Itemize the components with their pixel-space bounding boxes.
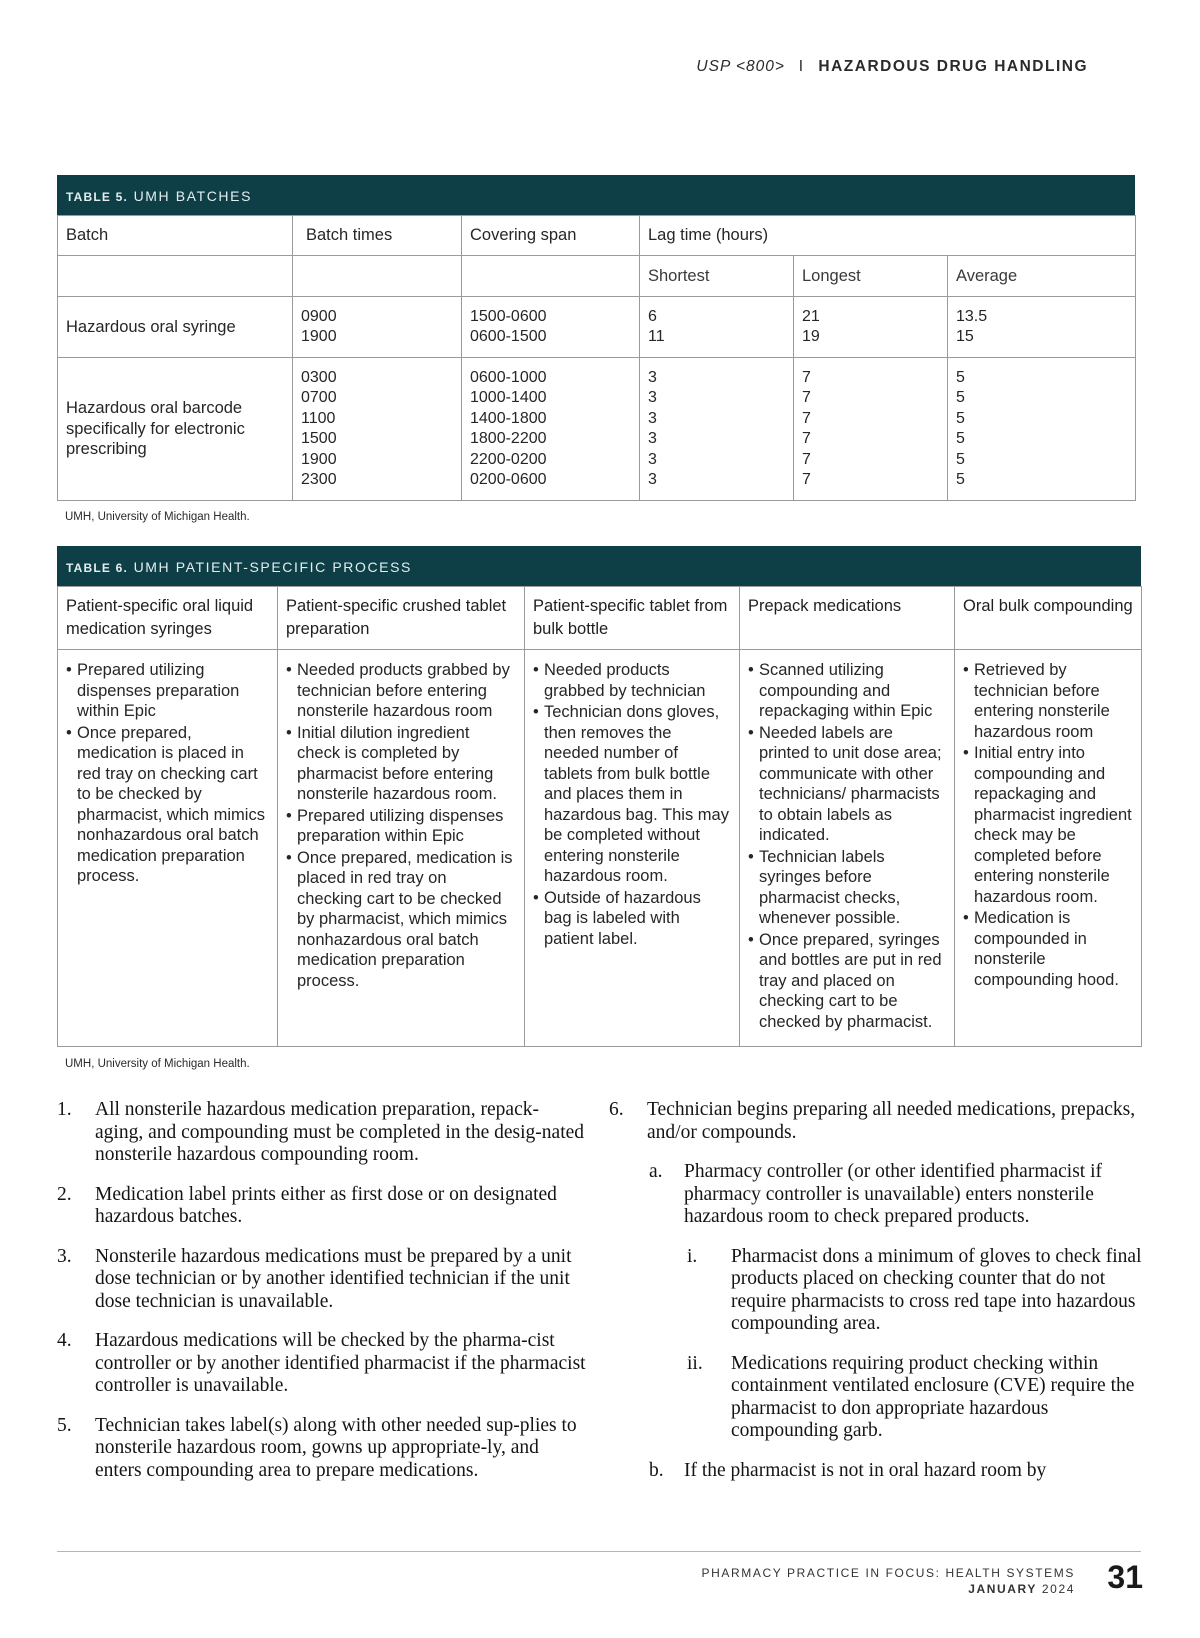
shortest-value: 11 (648, 328, 665, 345)
table-5-col-covering-span: Covering span (462, 216, 640, 256)
longest-value: 7 (802, 450, 811, 468)
shortest-value: 3 (648, 430, 657, 447)
table-6-title: UMH PATIENT-SPECIFIC PROCESS (133, 559, 412, 575)
batch-time: 1900 (301, 450, 337, 468)
item-text: Medication label prints either as first dose or on designated hazardous batches. (95, 1183, 557, 1227)
footer-year: 2024 (1041, 1582, 1075, 1596)
item-text: Pharmacist dons a minimum of gloves to check final products placed on checking counter that do not require pharmacists to cross red tape into hazardous compounding area. (731, 1245, 1142, 1334)
body-column-left (57, 1099, 587, 1499)
item-marker: a. (649, 1161, 663, 1182)
body-column-right (609, 1099, 1144, 1499)
list-item: • Outside of hazardous bag is labeled with patient label. (533, 888, 731, 950)
average-value: 5 (956, 409, 965, 427)
table-6-col-oral-bulk: Oral bulk compounding (955, 587, 1142, 650)
table-6-cell-prepack (740, 650, 955, 1047)
table-5-shortest (640, 297, 794, 358)
batch-time: 1500 (301, 430, 337, 447)
table-6 (57, 546, 1141, 1047)
table-5-covering-span (462, 358, 640, 501)
list-item: • Needed products grabbed by technician before entering nonsterile hazardous room (286, 660, 516, 722)
shortest-value: 3 (648, 471, 657, 488)
list-item: • Technician dons gloves, then removes the needed number of tablets from bulk bottle and places them in hazardous bag. This may be completed without entering nonsterile hazardous room. (533, 702, 731, 887)
table-5-subheader-row (58, 256, 1136, 297)
batch-time: 2300 (301, 471, 337, 488)
table-5-col-batch: Batch (58, 216, 293, 256)
table-5-subcol-longest: Longest (794, 256, 948, 297)
table-6-label: TABLE 6. (66, 561, 129, 575)
list-item: • Initial entry into compounding and repackaging and pharmacist ingredient check may be completed before entering nonsterile hazardous room. (963, 743, 1133, 907)
numbered-item (609, 1099, 1144, 1144)
table-5-batch-times (293, 297, 462, 358)
table-row (58, 358, 1136, 501)
table-row (58, 650, 1142, 1047)
footer-publication: PHARMACY PRACTICE IN FOCUS: HEALTH SYSTEMS (701, 1566, 1075, 1580)
list-item: • Once prepared, syringes and bottles are put in red tray and placed on checking cart to be checked by pharmacist. (748, 930, 946, 1033)
table-5-batch-name: Hazardous oral barcode specifically for electronic prescribing (58, 358, 293, 501)
table-5-shortest (640, 358, 794, 501)
item-marker: 4. (57, 1330, 72, 1351)
item-marker: 2. (57, 1183, 72, 1205)
table-5-subheader-empty (58, 256, 293, 297)
table-5-grid (57, 215, 1136, 501)
table-row (58, 297, 1136, 358)
list-item: • Medication is compounded in nonsterile compounding hood. (963, 908, 1133, 990)
item-marker: 3. (57, 1245, 72, 1267)
footer-month: JANUARY (968, 1582, 1037, 1596)
table-5-longest (794, 297, 948, 358)
covering-span: 1800-2200 (470, 430, 547, 447)
list-item: • Scanned utilizing compounding and repackaging within Epic (748, 660, 946, 722)
batch-time: 0700 (301, 389, 337, 406)
numbered-item (57, 1246, 587, 1314)
list-item: • Technician labels syringes before pharmacist checks, whenever possible. (748, 847, 946, 929)
table-5-subcol-average: Average (948, 256, 1136, 297)
table-5-subheader-empty (462, 256, 640, 297)
list-item: • Retrieved by technician before entering nonsterile hazardous room (963, 660, 1133, 742)
covering-span: 0200-0600 (470, 471, 547, 488)
item-text: Pharmacy controller (or other identified pharmacist if pharmacy controller is unavailable) enters nonsterile hazardous room to check prepared products. (684, 1161, 1103, 1227)
table-5-longest (794, 358, 948, 501)
table-5-col-batch-times: Batch times (293, 216, 462, 256)
batch-time: 0300 (301, 368, 337, 386)
item-marker: b. (649, 1459, 664, 1481)
running-head-usp: USP <800> (696, 58, 785, 75)
table-6-cell-crushed-tablet (278, 650, 525, 1047)
lettered-item (609, 1161, 1144, 1229)
longest-value: 7 (802, 368, 811, 386)
table-6-col-tablet-bulk: Patient-specific tablet from bulk bottle (525, 587, 740, 650)
footer (702, 1565, 1075, 1597)
table-5-title-bar (57, 175, 1135, 215)
running-head (696, 58, 1088, 76)
list-item: • Prepared utilizing dispenses preparation within Epic (66, 660, 269, 722)
item-text: If the pharmacist is not in oral hazard room by (684, 1459, 1047, 1481)
table-5-col-lag-time: Lag time (hours) (640, 216, 1136, 256)
covering-span: 0600-1000 (470, 368, 547, 386)
table-6-col-prepack: Prepack medications (740, 587, 955, 650)
list-item: • Once prepared, medication is placed in red tray on checking cart to be checked by pharmacist, which mimics nonhazardous oral batch medication preparation process. (66, 723, 269, 887)
table-5-title: UMH BATCHES (133, 188, 253, 204)
numbered-item (57, 1099, 587, 1167)
covering-span: 1500-0600 (470, 307, 547, 325)
shortest-value: 6 (648, 307, 657, 325)
covering-span: 2200-0200 (470, 450, 547, 468)
table-5-subcol-shortest: Shortest (640, 256, 794, 297)
average-value: 15 (956, 328, 974, 345)
shortest-value: 3 (648, 389, 657, 406)
list-item: • Needed products grabbed by technician (533, 660, 731, 701)
covering-span: 1400-1800 (470, 409, 547, 427)
list-item: • Needed labels are printed to unit dose area; communicate with other technicians/ pharmacists to obtain labels as indicated. (748, 723, 946, 846)
table-5-average (948, 358, 1136, 501)
shortest-value: 3 (648, 368, 657, 386)
table-5-label: TABLE 5. (66, 190, 129, 204)
table-6-cell-oral-bulk (955, 650, 1142, 1047)
list-item: • Once prepared, medication is placed in red tray on checking cart to be checked by pharmacist, which mimics nonhazardous oral batch medication preparation process. (286, 848, 516, 992)
batch-time: 1900 (301, 328, 337, 345)
running-head-separator: I (798, 58, 805, 75)
table-6-cell-oral-liquid (58, 650, 278, 1047)
table-5 (57, 175, 1135, 501)
average-value: 13.5 (956, 307, 988, 325)
numbered-item (57, 1184, 587, 1229)
numbered-item (57, 1415, 587, 1483)
item-text: All nonsterile hazardous medication preparation, repack-aging, and compounding must be completed in the desig-nated nonsterile hazardous compounding room. (95, 1099, 585, 1165)
table-5-batch-times (293, 358, 462, 501)
running-head-topic: HAZARDOUS DRUG HANDLING (818, 58, 1088, 75)
covering-span: 0600-1500 (470, 328, 547, 345)
item-text: Hazardous medications will be checked by the pharma-cist controller or by another identified pharmacist if the pharmacist controller is unavailable. (95, 1330, 586, 1396)
table-6-footnote: UMH, University of Michigan Health. (65, 1058, 250, 1070)
longest-value: 7 (802, 389, 811, 406)
average-value: 5 (956, 389, 965, 406)
batch-time: 1100 (301, 409, 336, 427)
page-number: 31 (1107, 1559, 1143, 1595)
average-value: 5 (956, 471, 965, 488)
list-item: • Prepared utilizing dispenses preparation within Epic (286, 806, 516, 847)
table-6-col-oral-liquid: Patient-specific oral liquid medication syringes (58, 587, 278, 650)
table-5-header-row (58, 216, 1136, 256)
item-text: Technician begins preparing all needed medications, prepacks, and/or compounds. (647, 1099, 1136, 1143)
longest-value: 7 (802, 409, 811, 427)
item-text: Technician takes label(s) along with other needed sup-plies to nonsterile hazardous room, gowns up appropriate-ly, and enters compounding area to prepare medications. (95, 1414, 577, 1481)
roman-item (609, 1246, 1144, 1336)
table-5-footnote: UMH, University of Michigan Health. (65, 511, 250, 523)
footer-issue (702, 1581, 1075, 1597)
average-value: 5 (956, 368, 965, 386)
batch-time: 0900 (301, 307, 337, 325)
table-6-col-crushed-tablet: Patient-specific crushed tablet preparation (278, 587, 525, 650)
longest-value: 7 (802, 430, 811, 447)
item-marker: 1. (57, 1099, 72, 1120)
average-value: 5 (956, 450, 965, 468)
table-6-cell-tablet-bulk (525, 650, 740, 1047)
footer-divider (57, 1551, 1141, 1552)
numbered-item (57, 1330, 587, 1398)
table-5-subheader-empty (293, 256, 462, 297)
table-5-covering-span (462, 297, 640, 358)
item-marker: i. (687, 1245, 698, 1267)
table-5-average (948, 297, 1136, 358)
lettered-item (609, 1460, 1144, 1483)
item-text: Medications requiring product checking within containment ventilated enclosure (CVE) require the pharmacist to don appropriate hazardous compounding garb. (731, 1352, 1135, 1441)
item-text: Nonsterile hazardous medications must be prepared by a unit dose technician or by another identified technician if the unit dose technician is unavailable. (95, 1245, 572, 1312)
item-marker: 6. (609, 1099, 624, 1120)
longest-value: 7 (802, 471, 811, 488)
table-6-grid (57, 586, 1142, 1047)
average-value: 5 (956, 430, 965, 447)
covering-span: 1000-1400 (470, 389, 547, 406)
table-6-title-bar (57, 546, 1141, 586)
table-6-header-row (58, 587, 1142, 650)
longest-value: 21 (802, 307, 820, 325)
shortest-value: 3 (648, 409, 657, 427)
roman-item (609, 1353, 1144, 1443)
item-marker: ii. (687, 1352, 703, 1374)
table-5-batch-name: Hazardous oral syringe (58, 297, 293, 358)
shortest-value: 3 (648, 450, 657, 468)
list-item: • Initial dilution ingredient check is completed by pharmacist before entering nonsterile hazardous room. (286, 723, 516, 805)
longest-value: 19 (802, 328, 820, 345)
item-marker: 5. (57, 1414, 72, 1436)
